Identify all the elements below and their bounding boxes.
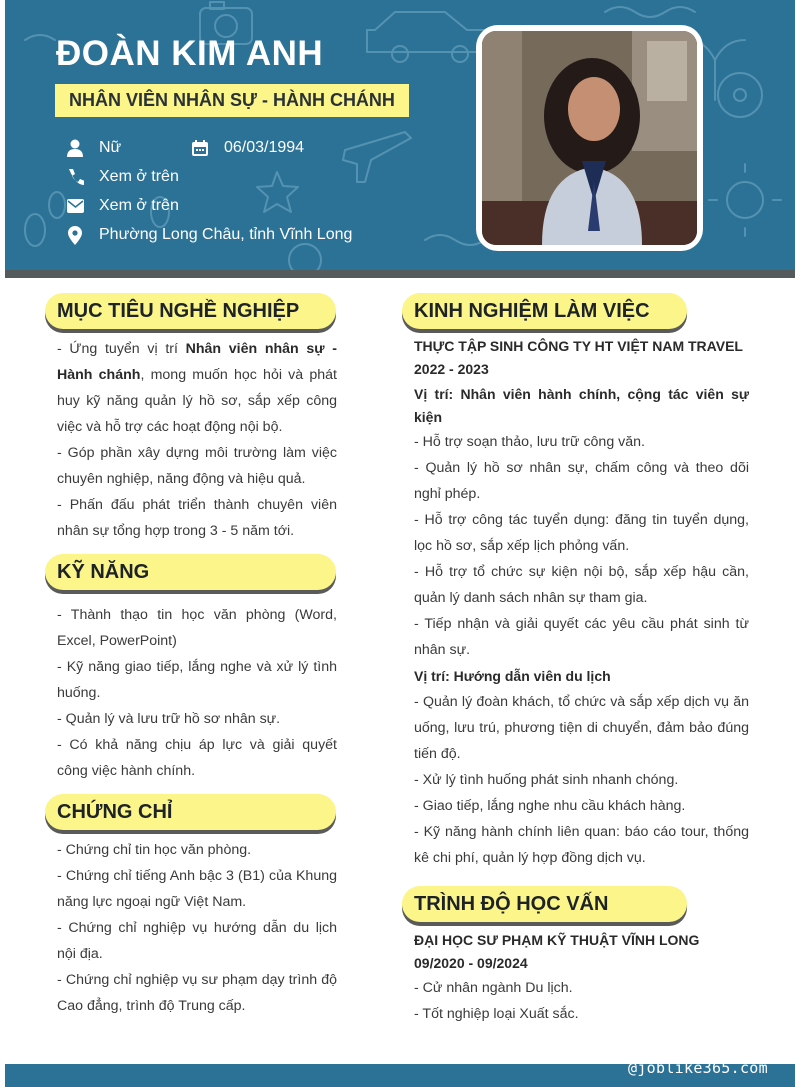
- birthday-row: [190, 138, 304, 158]
- experience-period: 2022 - 2023: [414, 361, 489, 377]
- list-item: - Chứng chỉ nghiệp vụ hướng dẫn du lịch nội địa.: [57, 920, 337, 962]
- email-value: Xem ở trên: [99, 197, 179, 214]
- target-position: Nhân viên nhân sự - Hành chánh: [57, 341, 337, 383]
- list-item: - Có khả năng chịu áp lực và giải quyết công việc hành chính.: [57, 737, 337, 779]
- gender-row: [65, 138, 121, 158]
- footer-site-watermark: @joblike365.com: [628, 1059, 768, 1077]
- objective-paragraph-3: - Phấn đấu phát triển thành chuyên viên nhân sự tổng hợp trong 3 - 5 năm tới.: [57, 497, 337, 539]
- certificates-heading: CHỨNG CHỈ: [45, 794, 336, 830]
- experience-company: THỰC TẬP SINH CÔNG TY HT VIỆT NAM TRAVEL: [414, 338, 743, 354]
- list-item: - Chứng chỉ tiếng Anh bậc 3 (B1) của Khung năng lực ngoại ngữ Việt Nam.: [57, 868, 337, 910]
- experience-role-2: Vị trí: Hướng dẫn viên du lịch: [414, 668, 611, 684]
- profile-photo-frame: [476, 25, 703, 251]
- education-heading: TRÌNH ĐỘ HỌC VẤN: [402, 886, 687, 922]
- list-item: - Kỹ năng giao tiếp, lắng nghe và xử lý tình huống.: [57, 659, 337, 701]
- birthday-value: 06/03/1994: [224, 139, 305, 156]
- email-row: [65, 196, 179, 216]
- list-item: - Quản lý hồ sơ nhân sự, chấm công và theo dõi nghỉ phép.: [414, 460, 749, 502]
- list-item: - Quản lý và lưu trữ hồ sơ nhân sự.: [57, 711, 281, 727]
- list-item: - Hỗ trợ tổ chức sự kiện nội bộ, sắp xếp hậu cần, quản lý danh sách nhân sự tham gia.: [414, 564, 749, 606]
- objective-heading: MỤC TIÊU NGHỀ NGHIỆP: [45, 293, 336, 329]
- envelope-icon: [65, 196, 85, 216]
- list-item: - Cử nhân ngành Du lịch.: [414, 980, 573, 996]
- profile-photo: [482, 31, 697, 245]
- list-item: - Tiếp nhận và giải quyết các yêu cầu phát sinh từ nhân sự.: [414, 616, 749, 658]
- phone-icon: [65, 167, 85, 187]
- list-item: - Giao tiếp, lắng nghe nhu cầu khách hàng.: [414, 798, 686, 814]
- calendar-icon: [190, 138, 210, 158]
- list-item: - Kỹ năng hành chính liên quan: báo cáo tour, thống kê chi phí, quản lý hợp đồng dịch vụ.: [414, 824, 749, 866]
- list-item: - Xử lý tình huống phát sinh nhanh chóng.: [414, 772, 679, 788]
- education-school: ĐẠI HỌC SƯ PHẠM KỸ THUẬT VĨNH LONG: [414, 932, 700, 948]
- list-item: - Chứng chỉ nghiệp vụ sư phạm dạy trình độ Cao đẳng, trình độ Trung cấp.: [57, 972, 337, 1014]
- address-value: Phường Long Châu, tỉnh Vĩnh Long: [99, 226, 353, 243]
- list-item: - Hỗ trợ công tác tuyển dụng: đăng tin tuyển dụng, lọc hồ sơ, sắp xếp lịch phỏng vấn.: [414, 512, 749, 554]
- header-banner: [5, 0, 795, 270]
- list-item: - Hỗ trợ soạn thảo, lưu trữ công văn.: [414, 434, 645, 450]
- job-title-badge: NHÂN VIÊN NHÂN SỰ - HÀNH CHÁNH: [55, 84, 409, 117]
- phone-row: [65, 167, 179, 187]
- certificates-list: [57, 837, 337, 1019]
- experience-role-1: Vị trí: Nhân viên hành chính, cộng tác viên sự kiện: [414, 386, 749, 425]
- phone-value: Xem ở trên: [99, 168, 179, 185]
- list-item: - Thành thạo tin học văn phòng (Word, Excel, PowerPoint): [57, 607, 337, 649]
- education-body: [414, 929, 749, 1027]
- header-divider-bar: [5, 270, 795, 278]
- candidate-name: ĐOÀN KIM ANH: [56, 34, 324, 73]
- address-row: [65, 225, 352, 245]
- gender-value: Nữ: [99, 139, 122, 156]
- list-item: - Chứng chỉ tin học văn phòng.: [57, 842, 252, 858]
- experience-heading: KINH NGHIỆM LÀM VIỆC: [402, 293, 687, 329]
- skills-list: [57, 602, 337, 784]
- objective-paragraph-2: - Góp phần xây dựng môi trường làm việc chuyên nghiệp, năng động và hiệu quả.: [57, 445, 337, 487]
- list-item: - Quản lý đoàn khách, tổ chức và sắp xếp dịch vụ ăn uống, lưu trú, phương tiện di chuyển, đảm bảo đúng tiến độ.: [414, 694, 749, 762]
- objective-body: [57, 336, 337, 544]
- user-icon: [65, 138, 85, 158]
- experience-body: [414, 335, 749, 871]
- education-period: 09/2020 - 09/2024: [414, 955, 528, 971]
- skills-heading: KỸ NĂNG: [45, 554, 336, 590]
- map-pin-icon: [65, 225, 85, 245]
- list-item: - Tốt nghiệp loại Xuất sắc.: [414, 1006, 579, 1022]
- objective-paragraph-1: - Ứng tuyển vị trí Nhân viên nhân sự - Hành chánh, mong muốn học hỏi và phát huy kỹ năng quản lý hồ sơ, sắp xếp công việc và hỗ trợ các hoạt động nội bộ.: [57, 341, 337, 435]
